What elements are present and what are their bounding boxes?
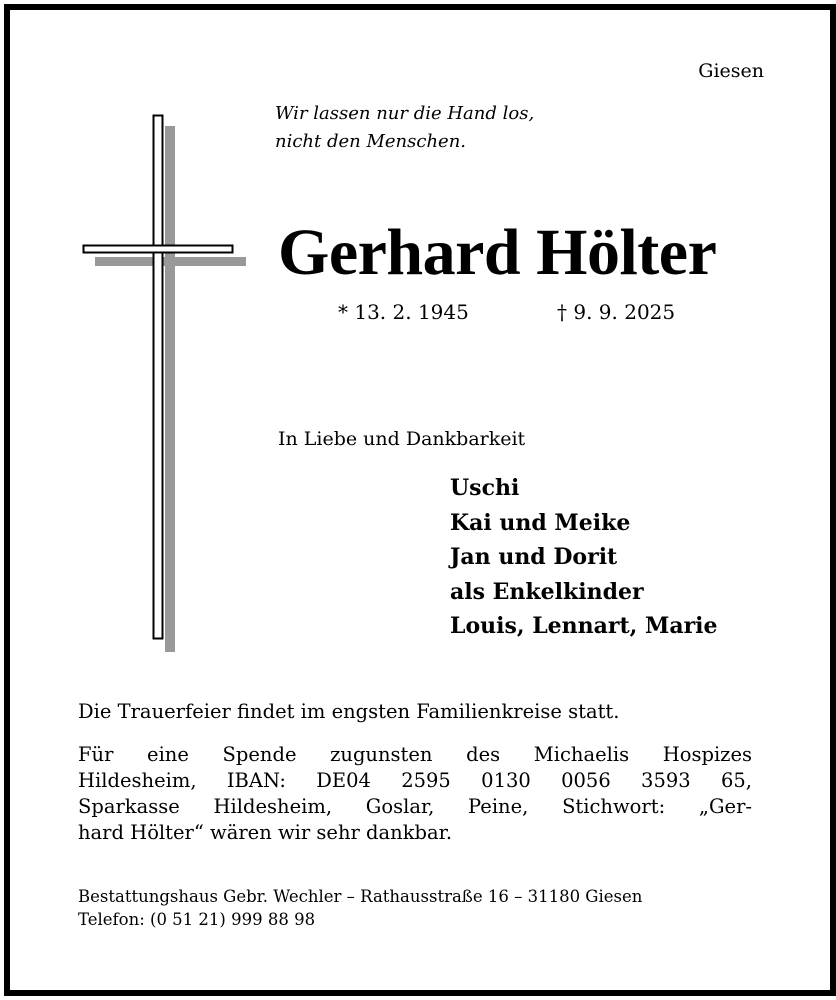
donation-line: Sparkasse Hildesheim, Goslar, Peine, Stichwort: „Ger- (78, 795, 752, 818)
donation-line: Für eine Spende zugunsten des Michaelis Hospizes (78, 743, 752, 766)
mourner: Louis, Lennart, Marie (450, 613, 718, 639)
funeral-home-address: Bestattungshaus Gebr. Wechler – Rathausstraße 16 – 31180 Giesen (78, 887, 643, 906)
funeral-home-footer (78, 885, 642, 931)
thanks-line: In Liebe und Dankbarkeit (278, 428, 526, 450)
mourner: als Enkelkinder (450, 578, 644, 605)
funeral-note: Die Trauerfeier findet im engsten Familienkreise statt. (78, 700, 620, 723)
funeral-home-phone: Telefon: (0 51 21) 999 88 98 (78, 910, 316, 929)
donation-line: Hildesheim, IBAN: DE04 2595 0130 0056 3593 65, (78, 769, 752, 792)
birth-date: * 13. 2. 1945 (338, 300, 469, 324)
mourner: Jan und Dorit (450, 544, 618, 570)
death-date: † 9. 9. 2025 (557, 300, 676, 324)
donation-note (78, 742, 752, 846)
motto-line: nicht den Menschen. (275, 131, 467, 152)
motto (275, 100, 534, 156)
place-name: Giesen (698, 60, 764, 82)
donation-line: hard Hölter“ wären wir sehr dankbar. (78, 821, 453, 844)
motto-line: Wir lassen nur die Hand los, (275, 103, 535, 124)
deceased-name: Gerhard Hölter (278, 216, 717, 289)
mourner: Uschi (450, 475, 520, 501)
mourners-list (450, 471, 718, 644)
mourner: Kai und Meike (450, 509, 631, 536)
